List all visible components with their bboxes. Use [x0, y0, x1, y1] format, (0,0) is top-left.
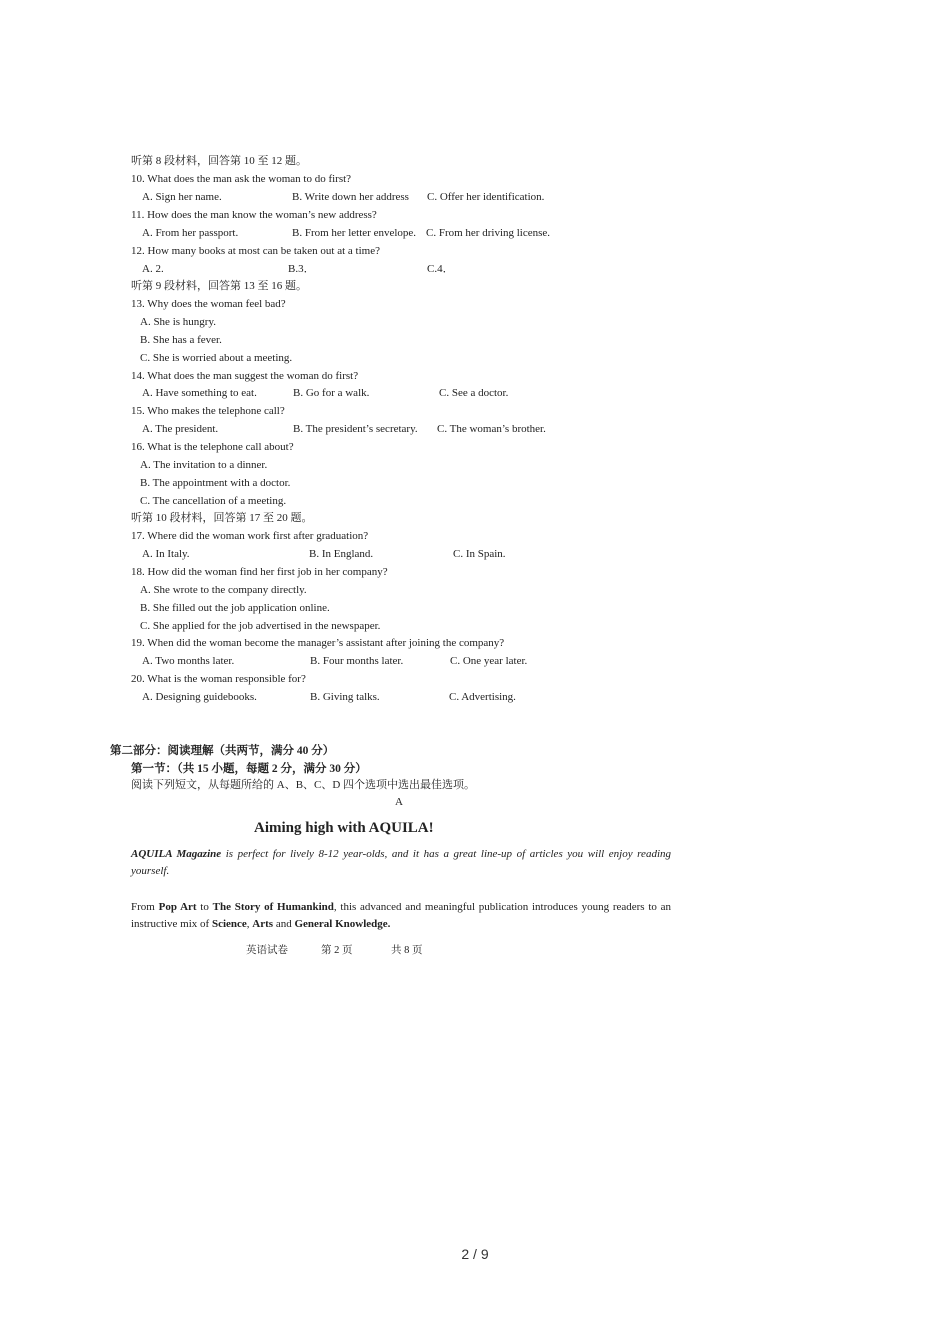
question-18: 18. How did the woman find her first job in her company?	[131, 566, 388, 578]
q16-option-c: C. The cancellation of a meeting.	[140, 495, 287, 507]
p2-general-knowledge: General Knowledge.	[294, 918, 391, 930]
q11-option-a: A. From her passport.	[142, 227, 239, 239]
question-10: 10. What does the man ask the woman to do first?	[131, 173, 352, 185]
section-9-header: 听第 9 段材料，回答第 13 至 16 题。	[131, 280, 307, 292]
q19-option-b: B. Four months later.	[310, 655, 404, 667]
q15-option-b: B. The president’s secretary.	[293, 423, 418, 435]
question-12: 12. How many books at most can be taken out at a time?	[131, 245, 380, 257]
p2-comma: ,	[246, 918, 253, 930]
q12-option-c: C.4．	[427, 263, 454, 275]
q18-option-c: C. She applied for the job advertised in the newspaper.	[140, 620, 381, 632]
q17-option-a: A. In Italy.	[142, 548, 190, 560]
footer-total: 共 8 页	[391, 945, 423, 956]
q12-option-b: B.3．	[288, 263, 315, 275]
question-15: 15. Who makes the telephone call?	[131, 405, 285, 417]
page-number: 2 / 9	[461, 1246, 489, 1262]
q19-option-a: A. Two months later.	[142, 655, 235, 667]
q20-option-a: A. Designing guidebooks.	[142, 691, 257, 703]
q13-option-b: B. She has a fever.	[140, 334, 222, 346]
passage-title: Aiming high with AQUILA!	[254, 820, 434, 836]
question-20: 20. What is the woman responsible for?	[131, 673, 306, 685]
q17-option-c: C. In Spain.	[453, 548, 506, 560]
q13-option-a: A. She is hungry.	[140, 316, 216, 328]
passage-paragraph-1	[131, 846, 671, 880]
footer-page: 第 2 页	[321, 945, 353, 956]
q11-option-c: C. From her driving license.	[426, 227, 551, 239]
q12-option-a: A. 2.	[142, 263, 164, 275]
q14-option-c: C. See a doctor.	[439, 387, 509, 399]
part-two-header: 第二部分：阅读理解（共两节，满分 40 分）	[110, 745, 335, 757]
reading-instructions: 阅读下列短文，从每题所给的 A、B、C、D 四个选项中选出最佳选项。	[131, 779, 476, 791]
question-14: 14. What does the man suggest the woman do first?	[131, 370, 359, 382]
p2-pop-art: Pop Art	[158, 901, 197, 913]
question-17: 17. Where did the woman work first after graduation?	[131, 530, 369, 542]
question-11: 11. How does the man know the woman’s new address?	[131, 209, 377, 221]
question-16: 16. What is the telephone call about?	[131, 441, 294, 453]
p2-mid: , this advanced and meaningful publication introduces young readers to an instructive mix of	[131, 901, 671, 930]
q11-option-b: B. From her letter envelope.	[292, 227, 417, 239]
section-one-header: 第一节：（共 15 小题，每题 2 分，满分 30 分）	[131, 763, 367, 775]
q15-option-c: C. The woman’s brother.	[437, 423, 546, 435]
section-10-header: 听第 10 段材料，回答第 17 至 20 题。	[131, 512, 313, 524]
p2-arts: Arts	[252, 918, 274, 930]
q19-option-c: C. One year later.	[450, 655, 528, 667]
p2-science: Science	[211, 918, 247, 930]
section-8-header: 听第 8 段材料，回答第 10 至 12 题。	[131, 155, 307, 167]
p2-to: to	[196, 901, 213, 913]
p2-story: The Story of Humankind	[212, 901, 334, 913]
q10-option-b: B. Write down her address	[292, 191, 409, 203]
q20-option-c: C. Advertising.	[449, 691, 516, 703]
p2-and: and	[273, 918, 295, 930]
q17-option-b: B. In England.	[309, 548, 374, 560]
passage-paragraph-2	[131, 899, 671, 933]
q10-option-a: A. Sign her name.	[142, 191, 222, 203]
q10-option-c: C. Offer her identification.	[427, 191, 545, 203]
passage-letter: A	[395, 796, 403, 808]
q18-option-b: B. She filled out the job application online.	[140, 602, 330, 614]
q15-option-a: A. The president.	[142, 423, 219, 435]
q16-option-b: B. The appointment with a doctor.	[140, 477, 291, 489]
q18-option-a: A. She wrote to the company directly.	[140, 584, 307, 596]
q20-option-b: B. Giving talks.	[310, 691, 380, 703]
p2-from: From	[131, 901, 159, 913]
magazine-name: AQUILA Magazine	[131, 848, 222, 860]
question-13: 13. Why does the woman feel bad?	[131, 298, 286, 310]
q14-option-a: A. Have something to eat.	[142, 387, 257, 399]
question-19: 19. When did the woman become the manager’s assistant after joining the company?	[131, 637, 505, 649]
q16-option-a: A. The invitation to a dinner.	[140, 459, 268, 471]
paragraph-1-text: is perfect for lively 8-12 year-olds, and it has a great line-up of articles you will enjoy reading yourself.	[131, 848, 671, 877]
q14-option-b: B. Go for a walk.	[293, 387, 370, 399]
footer-subject: 英语试卷	[246, 945, 288, 956]
q13-option-c: C. She is worried about a meeting.	[140, 352, 293, 364]
